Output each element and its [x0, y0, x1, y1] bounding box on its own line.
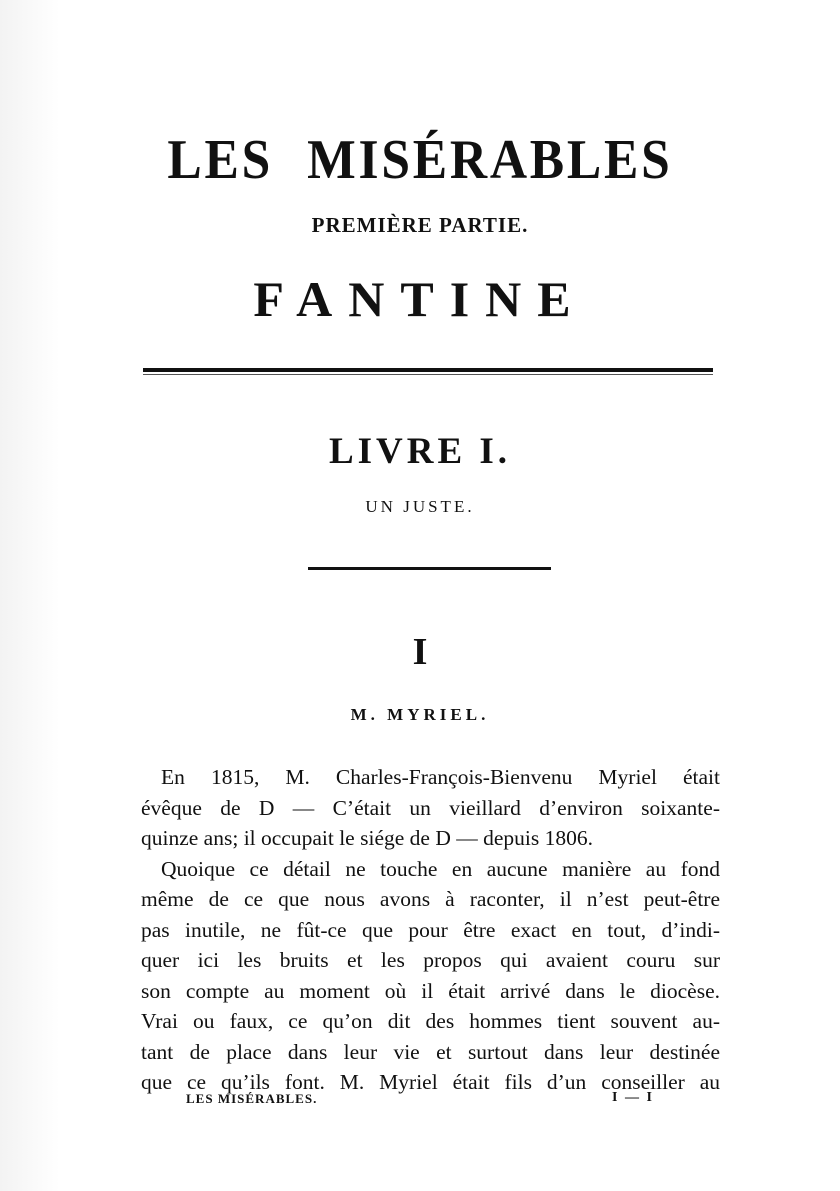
- body-line: son compte au moment où il était arrivé dans le diocèse.: [141, 978, 720, 1003]
- body-line: tant de place dans leur vie et surtout dans leur destinée: [141, 1039, 720, 1064]
- body-line: évêque de D — C’était un vieillard d’environ soixante-: [141, 795, 720, 820]
- short-divider-rule: [308, 567, 551, 570]
- footer-signature-mark: I — I: [612, 1090, 654, 1105]
- body-line: pas inutile, ne fût-ce que pour être exact en tout, d’indi-: [141, 917, 720, 942]
- part-title: FANTINE: [253, 271, 587, 327]
- body-line: Vrai ou faux, ce qu’on dit des hommes tient souvent au-: [141, 1009, 720, 1033]
- body-line: quer ici les bruits et les propos qui avaient couru sur: [141, 948, 720, 972]
- thick-divider-rule: [143, 368, 713, 372]
- livre-subtitle: UN JUSTE.: [365, 497, 475, 516]
- chapter-title: M. MYRIEL.: [350, 705, 490, 724]
- body-line: En 1815, M. Charles-François-Bienvenu Myriel était: [161, 765, 720, 789]
- livre-title: LIVRE I.: [328, 431, 512, 472]
- footer-signature-title: LES MISÉRABLES.: [186, 1091, 318, 1106]
- body-line: quinze ans; il occupait le siége de D — depuis 1806.: [141, 826, 593, 850]
- body-line: même de ce que nous avons à raconter, il n’est peut-être: [141, 887, 720, 911]
- body-paragraphs: [141, 762, 720, 1098]
- body-line: Quoique ce détail ne touche en aucune manière au fond: [161, 856, 720, 881]
- body-line: que ce qu’ils font. M. Myriel était fils d’un conseiller au: [141, 1070, 720, 1094]
- chapter-number: I: [412, 631, 428, 673]
- part-label: PREMIÈRE PARTIE.: [311, 213, 529, 237]
- book-main-title: LES MISÉRABLES: [167, 129, 673, 191]
